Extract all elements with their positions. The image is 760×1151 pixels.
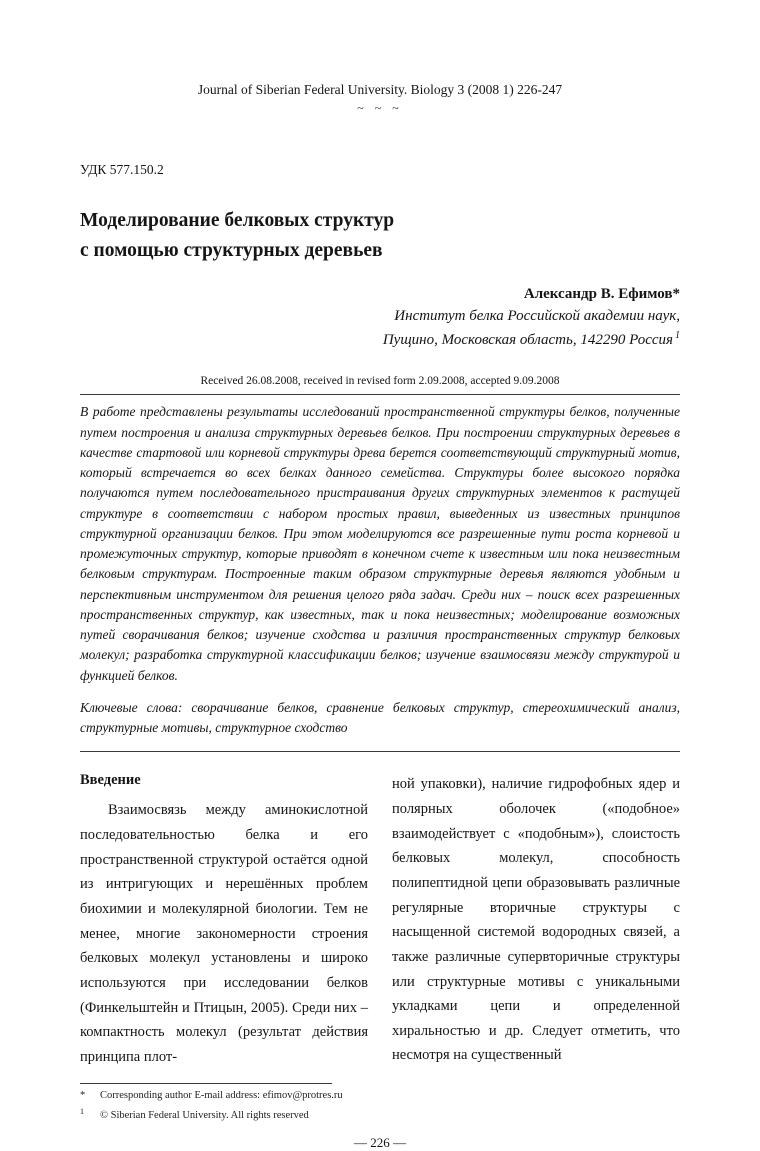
author-affiliation — [80, 305, 680, 351]
footnote1-text: Corresponding author E-mail address: efimov@protres.ru — [100, 1090, 343, 1102]
header-ornament: ~ ~ ~ — [357, 101, 403, 115]
right-column — [392, 772, 680, 1069]
affiliation-footnote-marker: 1 — [675, 329, 680, 341]
paper-title — [80, 206, 680, 266]
affiliation-line2-text: Пущино, Московская область, 142290 Россия — [382, 331, 673, 348]
footnote2-marker: 1 — [80, 1106, 84, 1116]
received-dates: Received 26.08.2008, received in revised form 2.09.2008, accepted 9.09.2008 — [200, 375, 560, 388]
left-column — [80, 772, 368, 1069]
journal-header: Journal of Siberian Federal University. Biology 3 (2008 1) 226-247 — [197, 82, 563, 97]
footnote1-marker: * — [80, 1090, 86, 1102]
footnote-copyright — [80, 1108, 680, 1123]
paper-title-line2: с помощью структурных деревьев — [80, 240, 383, 262]
body-columns — [80, 772, 680, 1069]
abstract-bottom-rule — [80, 751, 680, 752]
author-name: Александр В. Ефимов* — [523, 286, 680, 303]
footnote2-text: © Siberian Federal University. All rights reserved — [100, 1109, 309, 1121]
footnote-separator-rule — [80, 1083, 332, 1084]
abstract-top-rule — [80, 394, 680, 395]
right-column-paragraph: ной упаковки), наличие гидрофобных ядер и полярных оболочек («подобное» взаимодействует с «подобным»), слоистость белковых молекул, способность полипептидной цепи образовывать различные регулярные вторичные структуры с насыщенной системой водородных связей, а также различные супервторичные структуры или структурные мотивы с уникальными укладками цепи и определенной хиральностью и др. Следует отметить, что несмотря на существенный — [392, 776, 680, 1064]
footnote-block — [80, 1083, 680, 1122]
footnote-corresponding-author — [80, 1088, 680, 1103]
keywords-text: Ключевые слова: сворачивание белков, сравнение белковых структур, стереохимический анализ, структурные мотивы, структурное сходство — [80, 699, 680, 736]
paper-title-line1: Моделирование белковых структур — [80, 210, 395, 231]
abstract-text: В работе представлены результаты исследований пространственной структуры белков, полученные путем построения и анализа структурных деревьев белков. При построении структурных деревьев в качестве стартовой или корневой структуры древа берется соответствующий структурный мотив, который встречается во всех белках данного семейства. Структуры более высокого порядка получаются путем последовательного пристраивания других структурных элементов к растущей структуре в соответствии с набором простых правил, выведенных из известных принципов структурной организации белков. При этом моделируются все разрешенные пути роста корневой и промежуточных структур, которые приводят в конечном счете к известным или пока неизвестным белковым структурам. Построенные таким образом структурные деревья являются удобным и перспективным инструментом для решения целого ряда задач. Среди них – поиск всех разрешенных пространственных структур, как известных, так и пока неизвестных; моделирование возможных путей сворачивания белков; изучение сходства и различия пространственных структур белковых молекул; разработка структурной классификации белков; изучение взаимосвязи между структурой и функцией белков. — [80, 404, 680, 683]
udk-code: УДК 577.150.2 — [80, 162, 164, 177]
left-column-paragraph: Взаимосвязь между аминокислотной последовательностью белка и его пространственной структурой остаётся одной из интригующих и нерешённых проблем биохимии и молекулярной биологии. Тем не менее, многие закономерности строения белковых молекул установлены и широко используются при исследовании белков (Финкельштейн и Птицын, 2005). Среди них – компактность молекул (результат действия принципа плот- — [80, 802, 368, 1065]
affiliation-line1: Институт белка Российской академии наук, — [394, 308, 680, 325]
page-number: — 226 — — [354, 1134, 406, 1150]
section-heading-introduction: Введение — [80, 772, 141, 789]
affiliation-line2 — [80, 328, 680, 352]
